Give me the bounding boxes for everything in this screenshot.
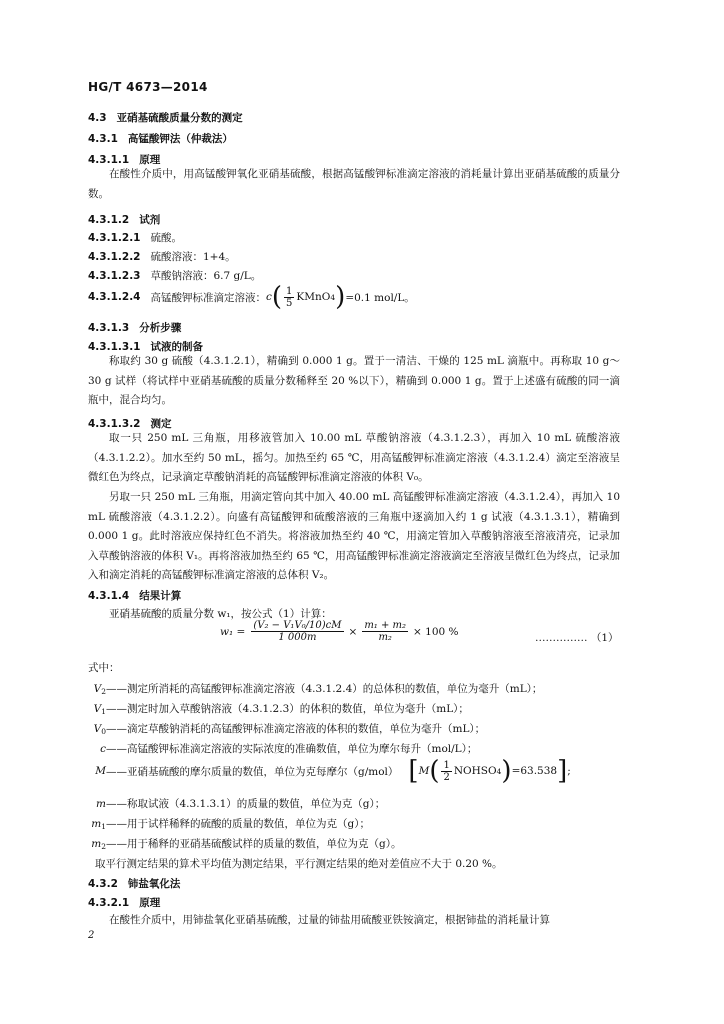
fraction xyxy=(441,760,451,783)
section-number: 4.3.1.3.1 xyxy=(88,341,141,353)
equation-number: …………… （1） xyxy=(535,632,619,644)
fraction-denominator: 5 xyxy=(286,297,293,309)
determination-paragraph-1: 取一只 250 mL 三角瓶，用移液管加入 10.00 mL 草酸钠溶液（4.3.1.2.3），再加入 10 mL 硫酸溶液（4.3.1.2.2）。加水至约 50 mL，摇匀。加热至约 65 ℃，用高锰酸钾标准滴定溶液（4.3.1.2.4）滴定至溶液呈微红色为终点，记录滴定草酸钠消耗的高锰酸钾标准滴定溶液的体积 V₀。 xyxy=(88,432,620,483)
paren-open: ( xyxy=(429,756,440,786)
section-title: 结果计算 xyxy=(139,590,182,602)
section-title: 原理 xyxy=(139,154,161,166)
fraction-numerator: m₁ + m₂ xyxy=(364,620,407,631)
heading-4-3-2-1 xyxy=(88,895,160,910)
symbol-letter: m xyxy=(96,798,106,810)
var-symbol: M xyxy=(95,765,106,777)
formula-fraction-1 xyxy=(251,620,343,643)
formula-lhs: w₁ = xyxy=(220,625,246,638)
reagent-4-3-1-2-2 xyxy=(88,249,236,264)
section-number: 4.3.2 xyxy=(88,878,118,890)
section-title: 铈盐氧化法 xyxy=(127,878,181,890)
var-m-molar: M ——亚硝基硫酸的摩尔质量的数值，单位为克每摩尔（g/mol） [ M ( $\frac{1}{2}$ NOHSO 4 ) =63.538 ] ; xyxy=(88,758,571,784)
section-title: 分析步骤 xyxy=(139,322,182,334)
var-description: ——测定所消耗的高锰酸钾标准滴定溶液（4.3.1.2.4）的总体积的数值，单位为毫升（mL）； xyxy=(106,683,543,695)
var-m1 xyxy=(88,816,370,831)
section-title: 原理 xyxy=(139,897,161,909)
var-description: ——滴定草酸钠消耗的高锰酸钾标准滴定溶液的体积的数值，单位为毫升（mL）； xyxy=(106,723,486,735)
item-text: 硫酸。 xyxy=(150,232,182,244)
paren-close: ) xyxy=(501,756,512,786)
chemical-formula: KMnO xyxy=(296,291,331,303)
formula-fraction-2 xyxy=(362,620,408,643)
var-m2 xyxy=(88,836,401,851)
symbol-letter: V xyxy=(93,723,102,735)
symbol-letter: c xyxy=(100,743,106,755)
section-number: 4.3.1.3 xyxy=(88,322,130,334)
determination-paragraph-2: 另取一只 250 mL 三角瓶，用滴定管向其中加入 40.00 mL 高锰酸钾标准滴定溶液（4.3.1.2.4），再加入 10 mL 硫酸溶液（4.3.1.2.2）。向盛有高锰酸钾和硫酸溶液的三角瓶中逐滴加入约 1 g 试液（4.3.1.3.1），精确到 0.000 1 g。此时溶液应保持红色不消失。将溶液加热至约 40 ℃，用滴定管加入草酸钠溶液至溶液清亮，记录加入草酸钠溶液的体积 V₁。再将溶液加热至约 65 ℃，用高锰酸钾标准滴定溶液滴定至溶液呈微红色为终点，记录加入和滴定消耗的高锰酸钾标准滴定溶液的总体积 V₂。 xyxy=(88,491,620,581)
heading-4-3-1 xyxy=(88,131,233,146)
heading-4-3 xyxy=(88,110,243,125)
section-title: 试液的制备 xyxy=(150,341,203,353)
principle-paragraph: 在酸性介质中，用高锰酸钾氧化亚硝基硫酸，根据高锰酸钾标准滴定溶液的消耗量计算出亚硝基硫酸的质量分数。 xyxy=(88,168,620,200)
var-description: ——高锰酸钾标准滴定溶液的实际浓度的准确数值，单位为摩尔每升（mol/L）； xyxy=(106,743,478,755)
result-intro: 亚硝基硫酸的质量分数 w₁，按公式（1）计算： xyxy=(109,608,332,620)
var-symbol xyxy=(88,798,106,810)
fraction-numerator: 1 xyxy=(443,759,450,771)
item-text: 草酸钠溶液：6.7 g/L。 xyxy=(150,270,262,282)
var-symbol xyxy=(88,838,106,851)
cerium-principle-text: 在酸性介质中，用铈盐氧化亚硝基硫酸，过量的铈盐用硫酸亚铁铵滴定，根据铈盐的消耗量计算 xyxy=(109,914,550,926)
standard-code: HG/T 4673—2014 xyxy=(88,80,208,94)
item-number: 4.3.1.2.1 xyxy=(88,232,141,244)
heading-4-3-1-2 xyxy=(88,212,160,227)
var-symbol xyxy=(88,818,106,831)
formula-subscript: 4 xyxy=(496,766,502,776)
var-description: ——用于稀释的亚硝基硫酸试样的质量的数值，单位为克（g）。 xyxy=(106,838,402,850)
symbol-subscript: 1 xyxy=(101,707,106,716)
molar-value: =63.538 xyxy=(511,765,558,777)
molar-symbol: M xyxy=(418,765,430,777)
symbol-letter: m xyxy=(91,838,102,850)
section-number: 4.3.2.1 xyxy=(88,897,130,909)
var-symbol xyxy=(88,743,106,755)
fraction-denominator: 1 000m xyxy=(278,632,317,643)
reagent-4-3-1-2-3 xyxy=(88,268,261,283)
var-m xyxy=(88,796,385,811)
formula-tail: × 100 % xyxy=(413,625,459,638)
symbol-letter: V xyxy=(93,683,102,695)
symbol-subscript: 2 xyxy=(101,687,106,696)
bracket-close: ] xyxy=(557,756,568,786)
formula-1 xyxy=(220,620,459,643)
fraction-denominator: m₂ xyxy=(378,632,392,643)
section-number: 4.3.1 xyxy=(88,133,118,145)
var-symbol xyxy=(88,723,106,736)
heading-4-3-1-3 xyxy=(88,320,181,335)
var-description: ——亚硝基硫酸的摩尔质量的数值，单位为克每摩尔（g/mol） xyxy=(106,765,399,778)
final-statement: 取平行测定结果的算术平均值为测定结果，平行测定结果的绝对差值应不大于 0.20 %。 xyxy=(95,858,503,870)
symbol-subscript: 1 xyxy=(101,822,106,831)
section-title: 试剂 xyxy=(139,214,161,226)
var-v0 xyxy=(88,721,485,736)
chemical-formula: NOHSO xyxy=(453,765,497,777)
symbol-letter: m xyxy=(91,818,102,830)
concentration-symbol: c xyxy=(266,291,272,303)
symbol-letter: V xyxy=(93,703,102,715)
item-number: 4.3.1.2.3 xyxy=(88,270,141,282)
section-title: 高锰酸钾法（仲裁法） xyxy=(127,133,233,145)
var-description: ——测定时加入草酸钠溶液（4.3.1.2.3）的体积的数值，单位为毫升（mL）； xyxy=(106,703,469,715)
symbol-subscript: 0 xyxy=(101,727,106,736)
fraction-denominator: 2 xyxy=(443,771,450,783)
section-title: 测定 xyxy=(150,418,172,430)
var-c xyxy=(88,741,477,756)
item-number: 4.3.1.2.4 xyxy=(88,291,141,303)
symbol-subscript: 2 xyxy=(101,842,106,851)
fraction xyxy=(284,286,294,309)
var-symbol xyxy=(88,683,106,696)
where-label: 式中： xyxy=(88,662,120,674)
sample-prep-paragraph: 称取约 30 g 硫酸（4.3.1.2.1），精确到 0.000 1 g。置于一清洁、干燥的 125 mL 滴瓶中。再称取 10 g～30 g 试样（将试样中亚硝基硫酸的质量分数稀释至 20 %以下），精确到 0.000 1 g。置于上述盛有硫酸的同一滴瓶中，混合均匀。 xyxy=(88,355,620,406)
heading-4-3-2 xyxy=(88,876,180,891)
item-number: 4.3.1.2.2 xyxy=(88,251,141,263)
var-description: ——用于试样稀释的硫酸的质量的数值，单位为克（g）； xyxy=(106,818,370,830)
var-v2 xyxy=(88,681,542,696)
section-title: 亚硝基硫酸质量分数的测定 xyxy=(116,112,243,124)
item-text: 高锰酸钾标准滴定溶液： xyxy=(150,291,266,304)
section-number: 4.3.1.3.2 xyxy=(88,418,141,430)
fraction-numerator: (V₂ − V₁V₀/10)cM xyxy=(253,620,342,631)
var-v1 xyxy=(88,701,469,716)
section-number: 4.3.1.4 xyxy=(88,590,130,602)
var-symbol xyxy=(88,703,106,716)
fraction-numerator: 1 xyxy=(286,285,293,297)
bracket-open: [ xyxy=(408,756,419,786)
times-sign: × xyxy=(348,625,358,638)
paren-open: ( xyxy=(271,282,283,312)
item-text: 硫酸溶液：1+4。 xyxy=(150,251,236,263)
section-number: 4.3.1.1 xyxy=(88,154,130,166)
heading-4-3-1-4 xyxy=(88,588,181,603)
reagent-4-3-1-2-1 xyxy=(88,230,182,245)
concentration-value: =0.1 mol/L。 xyxy=(345,291,415,304)
section-number: 4.3 xyxy=(88,112,107,124)
paren-close: ) xyxy=(335,282,346,312)
page-number: 2 xyxy=(88,930,95,941)
var-description: ——称取试液（4.3.1.3.1）的质量的数值，单位为克（g）； xyxy=(106,798,386,810)
section-number: 4.3.1.2 xyxy=(88,214,130,226)
reagent-4-3-1-2-4 xyxy=(88,284,415,310)
formula-subscript: 4 xyxy=(330,292,336,302)
